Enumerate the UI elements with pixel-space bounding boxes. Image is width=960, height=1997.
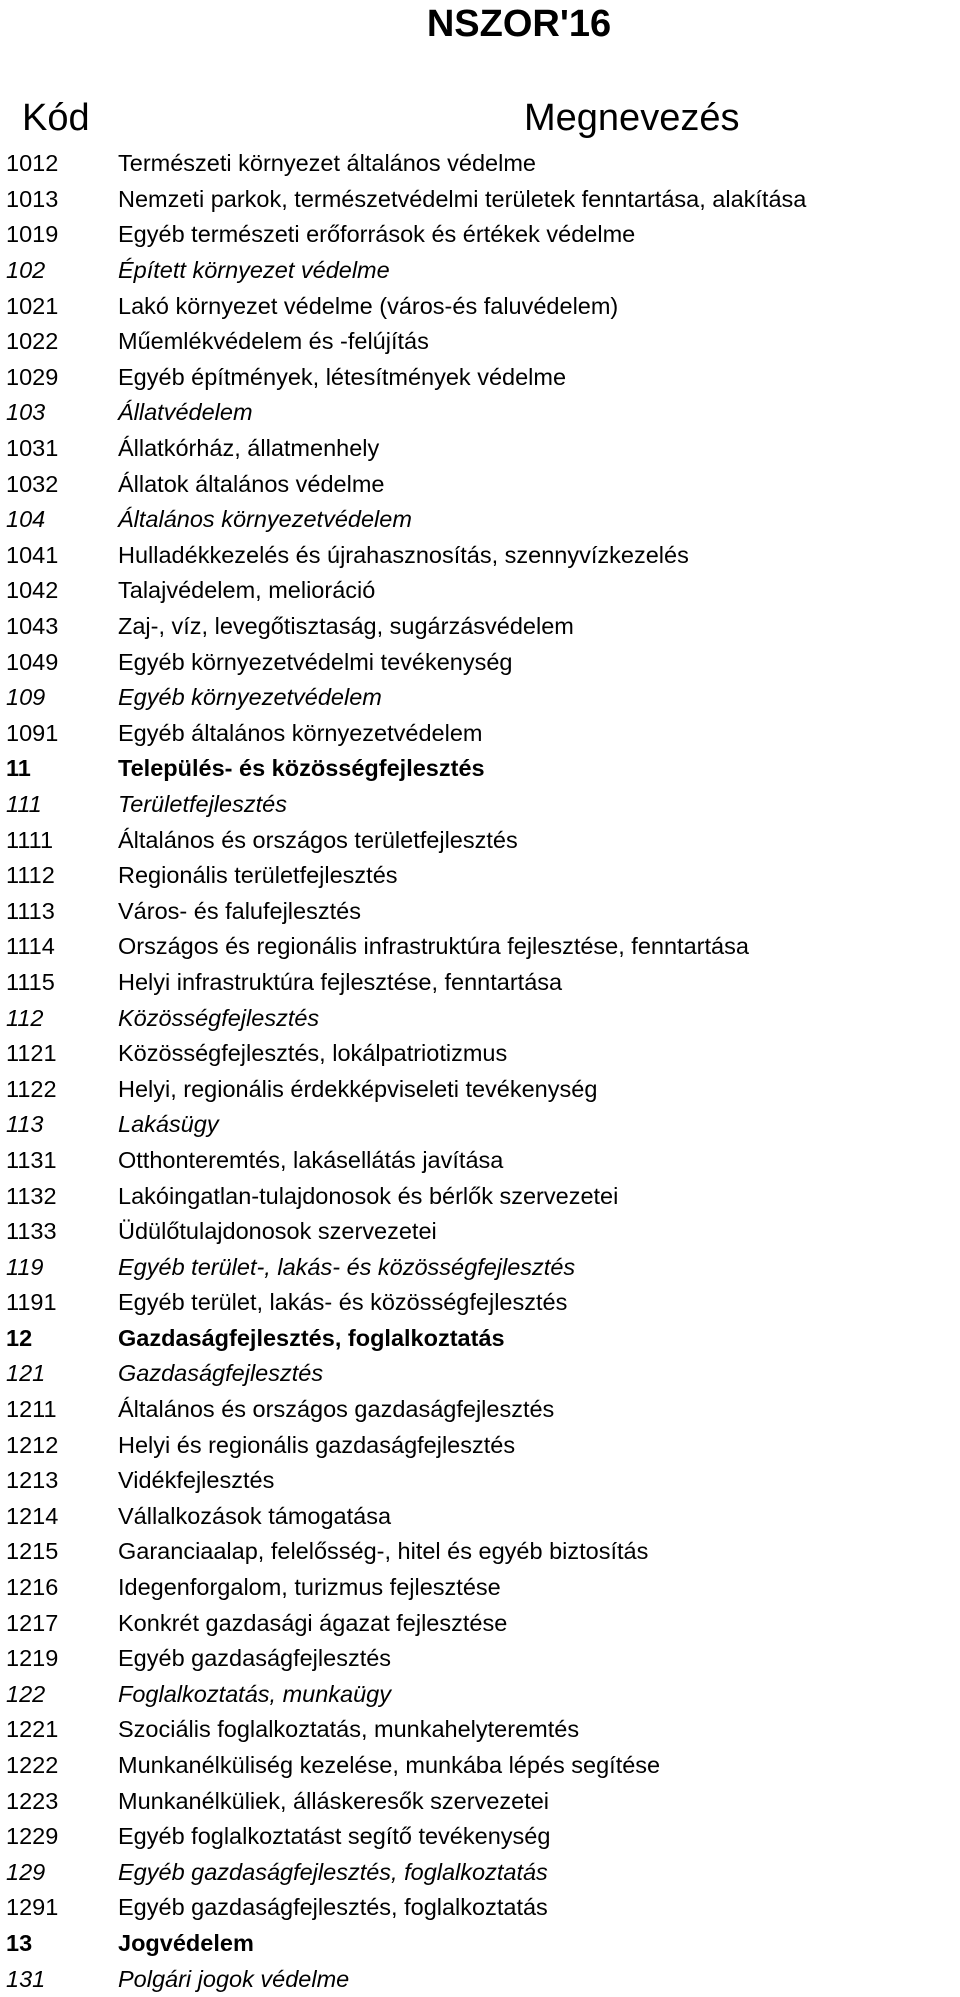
classification-list [0,146,960,1997]
list-item [0,1926,960,1962]
item-name: Állatvédelem [118,399,253,426]
item-name: Helyi és regionális gazdaságfejlesztés [118,1431,516,1458]
list-item [0,502,960,538]
item-code: 11 [6,755,31,782]
column-header-name: Megnevezés [524,97,740,139]
item-name: Szociális foglalkoztatás, munkahelyteremtés [118,1716,580,1743]
list-item [0,1071,960,1107]
list-item [0,431,960,467]
item-name: Hulladékkezelés és újrahasznosítás, szennyvízkezelés [118,541,689,568]
item-code: 121 [6,1360,46,1387]
item-name: Állatok általános védelme [118,470,385,497]
item-name: Talajvédelem, melioráció [118,577,376,604]
list-item [0,1178,960,1214]
column-header-code: Kód [22,97,90,139]
item-code: 1222 [6,1752,59,1779]
item-name: Lakóingatlan-tulajdonosok és bérlők szervezetei [118,1182,619,1209]
list-item [0,1321,960,1357]
item-name: Közösségfejlesztés [118,1004,320,1031]
list-item [0,1890,960,1926]
item-code: 129 [6,1858,46,1885]
item-name: Épített környezet védelme [118,257,390,284]
item-name: Vidékfejlesztés [118,1467,275,1494]
item-code: 1012 [6,150,59,177]
item-name: Általános környezetvédelem [118,506,412,533]
list-item [0,1712,960,1748]
list-item [0,609,960,645]
item-name: Jogvédelem [118,1929,254,1956]
item-code: 1113 [6,897,55,924]
item-code: 104 [6,506,46,533]
item-name: Általános és országos gazdaságfejlesztés [118,1396,555,1423]
item-name: Város- és falufejlesztés [118,897,361,924]
item-name: Egyéb környezetvédelem [118,684,382,711]
item-code: 1022 [6,328,59,355]
item-name: Idegenforgalom, turizmus fejlesztése [118,1574,501,1601]
item-code: 1217 [6,1609,59,1636]
item-code: 1191 [6,1289,57,1316]
item-code: 1131 [6,1146,57,1173]
list-item [0,1143,960,1179]
item-code: 1043 [6,613,59,640]
list-item [0,1641,960,1677]
item-code: 1032 [6,470,59,497]
list-item [0,929,960,965]
list-item [0,1427,960,1463]
item-name: Egyéb általános környezetvédelem [118,719,483,746]
item-code: 1042 [6,577,59,604]
item-name: Egyéb építmények, létesítmények védelme [118,363,567,390]
item-name: Munkanélküliség kezelése, munkába lépés segítése [118,1752,661,1779]
item-name: Lakó környezet védelme (város-és faluvédelem) [118,292,619,319]
list-item [0,1463,960,1499]
item-name: Konkrét gazdasági ágazat fejlesztése [118,1609,508,1636]
list-item [0,538,960,574]
item-code: 1215 [6,1538,59,1565]
item-code: 13 [6,1929,33,1956]
list-item [0,822,960,858]
item-name: Helyi, regionális érdekképviseleti tevékenység [118,1075,598,1102]
list-item [0,1356,960,1392]
list-item [0,217,960,253]
list-item [0,1855,960,1891]
list-item [0,893,960,929]
item-name: Település- és közösségfejlesztés [118,755,485,782]
list-item [0,787,960,823]
item-name: Vállalkozások támogatása [118,1502,392,1529]
item-name: Természeti környezet általános védelme [118,150,536,177]
item-name: Egyéb foglalkoztatást segítő tevékenység [118,1823,551,1850]
item-name: Országos és regionális infrastruktúra fejlesztése, fenntartása [118,933,749,960]
item-name: Lakásügy [118,1111,219,1138]
item-name: Műemlékvédelem és -felújítás [118,328,429,355]
item-name: Nemzeti parkok, természetvédelmi területek fenntartása, alakítása [118,185,807,212]
list-item [0,288,960,324]
item-code: 122 [6,1680,46,1707]
list-item [0,1748,960,1784]
list-item [0,751,960,787]
item-code: 1112 [6,862,55,889]
item-name: Egyéb terület, lakás- és közösségfejlesztés [118,1289,568,1316]
list-item [0,1107,960,1143]
item-code: 112 [6,1004,44,1031]
item-code: 1122 [6,1075,57,1102]
list-item [0,1570,960,1606]
item-name: Garanciaalap, felelősség-, hitel és egyéb biztosítás [118,1538,649,1565]
item-code: 1213 [6,1467,59,1494]
list-item [0,965,960,1001]
item-name: Általános és országos területfejlesztés [118,826,518,853]
item-name: Munkanélküliek, álláskeresők szervezetei [118,1787,550,1814]
item-name: Foglalkoztatás, munkaügy [118,1680,392,1707]
item-name: Állatkórház, állatmenhely [118,435,380,462]
item-code: 1111 [6,826,54,853]
list-item [0,253,960,289]
item-code: 1019 [6,221,59,248]
document-title: NSZOR'16 [426,3,612,45]
item-name: Gazdaságfejlesztés [118,1360,324,1387]
item-name: Üdülőtulajdonosok szervezetei [118,1218,437,1245]
item-code: 1223 [6,1787,59,1814]
item-code: 1114 [6,933,55,960]
item-code: 1133 [6,1218,57,1245]
list-item [0,1036,960,1072]
list-item [0,182,960,218]
item-code: 1132 [6,1182,57,1209]
list-item [0,1783,960,1819]
item-name: Területfejlesztés [118,790,287,817]
list-item [0,1605,960,1641]
item-code: 1221 [6,1716,59,1743]
list-item [0,1000,960,1036]
list-item [0,573,960,609]
list-item [0,324,960,360]
item-code: 1091 [6,719,59,746]
item-code: 131 [6,1965,46,1992]
list-item [0,360,960,396]
item-code: 1121 [6,1040,57,1067]
item-code: 1216 [6,1574,59,1601]
item-code: 103 [6,399,46,426]
item-code: 1031 [6,435,59,462]
item-name: Egyéb gazdaságfejlesztés, foglalkoztatás [118,1858,548,1885]
item-code: 12 [6,1324,33,1351]
item-name: Egyéb természeti erőforrások és értékek védelme [118,221,636,248]
list-item [0,716,960,752]
item-code: 1219 [6,1645,59,1672]
item-code: 111 [6,790,42,817]
list-item [0,1392,960,1428]
list-item [0,466,960,502]
item-name: Polgári jogok védelme [118,1965,350,1992]
item-code: 1212 [6,1431,59,1458]
list-item [0,146,960,182]
list-item [0,1499,960,1535]
item-name: Gazdaságfejlesztés, foglalkoztatás [118,1324,505,1351]
item-code: 109 [6,684,46,711]
list-item [0,395,960,431]
item-name: Egyéb gazdaságfejlesztés [118,1645,392,1672]
item-code: 1214 [6,1502,59,1529]
item-code: 1049 [6,648,59,675]
item-code: 1041 [6,541,59,568]
item-code: 1029 [6,363,59,390]
item-code: 1115 [6,968,55,995]
item-name: Egyéb környezetvédelmi tevékenység [118,648,513,675]
item-code: 1229 [6,1823,59,1850]
item-code: 113 [6,1111,44,1138]
list-item [0,1285,960,1321]
item-code: 1291 [6,1894,59,1921]
item-code: 1211 [6,1396,57,1423]
item-name: Helyi infrastruktúra fejlesztése, fenntartása [118,968,563,995]
list-item [0,1819,960,1855]
list-item [0,1534,960,1570]
list-item [0,644,960,680]
item-name: Regionális területfejlesztés [118,862,398,889]
list-item [0,680,960,716]
item-code: 1013 [6,185,59,212]
item-code: 102 [6,257,46,284]
list-item [0,858,960,894]
item-code: 119 [6,1253,44,1280]
item-code: 1021 [6,292,59,319]
item-name: Egyéb gazdaságfejlesztés, foglalkoztatás [118,1894,548,1921]
list-item [0,1677,960,1713]
item-name: Egyéb terület-, lakás- és közösségfejlesztés [118,1253,576,1280]
item-name: Otthonteremtés, lakásellátás javítása [118,1146,504,1173]
item-name: Közösségfejlesztés, lokálpatriotizmus [118,1040,508,1067]
list-item [0,1214,960,1250]
item-name: Zaj-, víz, levegőtisztaság, sugárzásvédelem [118,613,574,640]
list-item [0,1249,960,1285]
